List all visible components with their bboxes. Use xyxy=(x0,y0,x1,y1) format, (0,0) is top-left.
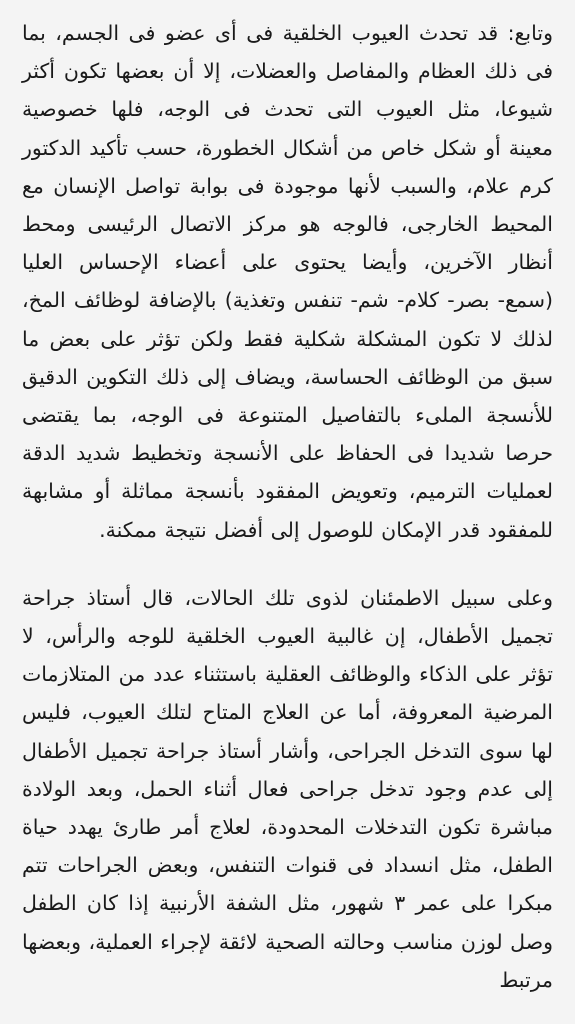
article-paragraph-2: وعلى سبيل الاطمئنان لذوى تلك الحالات، قال أستاذ جراحة تجميل الأطفال، إن غالبية العيوب الخلقية للوجه والرأس، لا تؤثر على الذكاء والوظائف العقلية باستثناء عدد من المتلازمات المرضية المعروفة، أما عن العلاج المتاح لتلك العيوب، فليس لها سوى التدخل الجراحى، وأشار أستاذ جراحة تجميل الأطفال إلى عدم وجود تدخل جراحى فعال أثناء الحمل، وبعد الولادة مباشرة تكون التدخلات المحدودة، لعلاج أمر طارئ يهدد حياة الطفل، مثل انسداد فى قنوات التنفس، وبعض الجراحات تتم مبكرا على عمر ٣ شهور، مثل الشفة الأرنبية إذا كان الطفل وصل لوزن مناسب وحالته الصحية لائقة لإجراء العملية، وبعضها مرتبط xyxy=(22,585,554,992)
article-paragraph-1: وتابع: قد تحدث العيوب الخلقية فى أى عضو فى الجسم، بما فى ذلك العظام والمفاصل والعضلات، إلا أن بعضها تكون أكثر شيوعا، مثل العيوب التى تحدث فى الوجه، فلها خصوصية معينة أو شكل خاص من أشكال الخطورة، حسب تأكيد الدكتور كرم علام، والسبب لأنها موجودة فى بوابة تواصل الإنسان مع المحيط الخارجى، فالوجه هو مركز الاتصال الرئيسى ومحط أنظار الآخرين، وأيضا يحتوى على أعضاء الإحساس العليا (سمع- بصر- كلام- شم- تنفس وتغذية) بالإضافة لوظائف المخ، لذلك لا تكون المشكلة شكلية فقط ولكن تؤثر على بعض ما سبق من الوظائف الحساسة، ويضاف إلى ذلك التكوين الدقيق للأنسجة الملىء بالتفاصيل المتنوعة فى الوجه، بما يقتضى حرصا شديدا فى الحفاظ على الأنسجة وتخطيط شديد الدقة لعمليات الترميم، وتعويض المفقود بأنسجة مماثلة أو مشابهة للمفقود قدر الإمكان للوصول إلى أفضل نتيجة ممكنة. xyxy=(22,21,553,542)
